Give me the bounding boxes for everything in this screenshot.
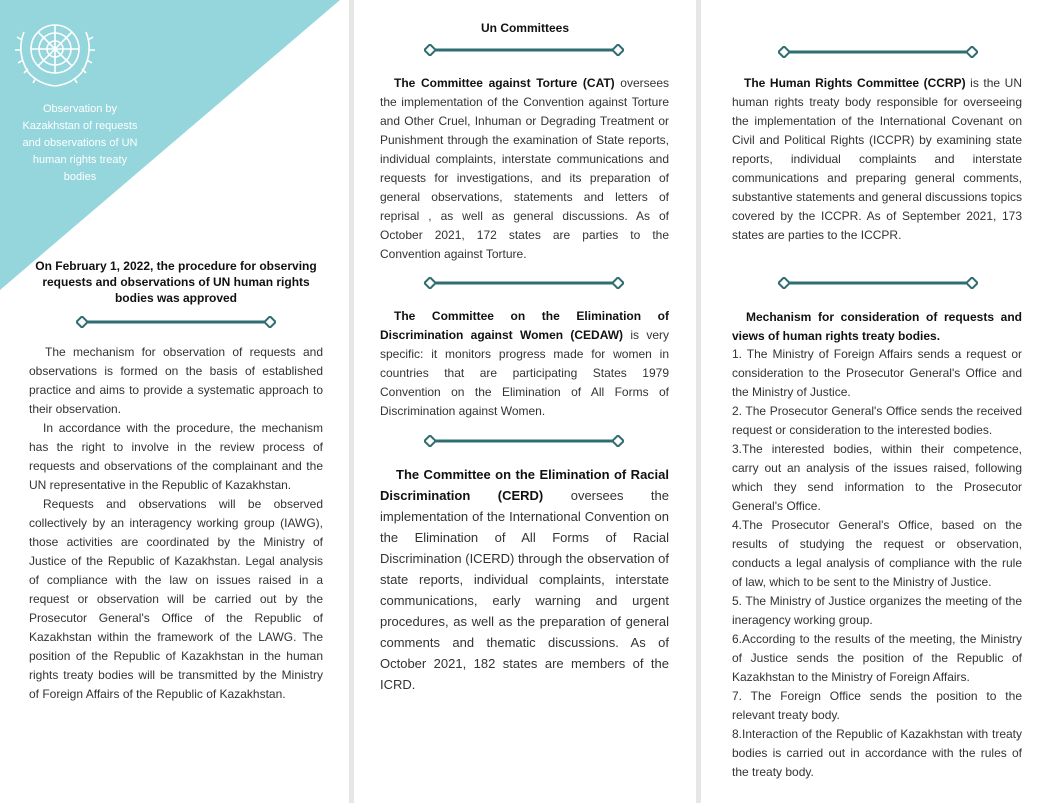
procedure-heading: On February 1, 2022, the procedure for observing requests and observations of UN human rights bodies was approved xyxy=(35,259,317,305)
ccrp-paragraph xyxy=(732,74,1022,245)
cedaw-name: The Committee on the Elimination of Discrimination against Women (CEDAW) xyxy=(380,309,669,342)
list-item: 3.The interested bodies, within their competence, carry out an analysis of the issues raised, following which they send information to the Prosecutor General's Office. xyxy=(732,442,1022,513)
ccrp-text: is the UN human rights treaty body responsible for overseeing the implementation of the International Covenant on Civil and Political Rights (ICCPR) by examining state reports, individual complaints and interstate communications and preparing general comments, substantive statements and general discussions topics covered by the ICCPR. As of September 2021, 173 states are parties to the ICCPR. xyxy=(732,76,1022,242)
paragraph: In accordance with the procedure, the mechanism has the right to involve in the review process of requests and observations of the complainant and the UN representative in the Republic of Kazakhstan. xyxy=(29,421,323,492)
divider xyxy=(424,277,624,289)
mechanism-steps xyxy=(732,345,1022,782)
list-item: 7. The Foreign Office sends the position to the relevant treaty body. xyxy=(732,689,1022,722)
divider xyxy=(424,44,624,56)
corner-caption: Observation by Kazakhstan of requests and observations of UN human rights treaty bodies xyxy=(22,103,138,183)
un-emblem-icon xyxy=(10,12,100,92)
left-panel xyxy=(0,0,349,803)
divider xyxy=(76,316,276,328)
committees-title: Un Committees xyxy=(480,21,569,35)
cat-paragraph xyxy=(380,74,669,264)
paragraph: Requests and observations will be observed collectively by an interagency working group (IAWG), those activities are coordinated by the Ministry of Justice of the Republic of Kazakhstan. Legal analysis of compliance with the law on issues raised in a request or observation will be carried out by the Prosecutor General's Office of the Republic of Kazakhstan within the framework of the LAWG. The position of the Republic of Kazakhstan in the human rights treaty bodies will be transmitted by the Ministry of Foreign Affairs of the Republic of Kazakhstan. xyxy=(29,497,323,701)
list-item: 8.Interaction of the Republic of Kazakhstan with treaty bodies is carried out in accordance with the rules of the treaty body. xyxy=(732,727,1022,779)
cat-text: oversees the implementation of the Convention against Torture and Other Cruel, Inhuman or Degrading Treatment or Punishment through the examination of State reports, individual complaints, interstate communications and requests for investigations, and its preparation of general observations, statements and letters of reprisal , as well as general discussions. As of October 2021, 172 states are parties to the Convention against Torture. xyxy=(380,76,669,261)
right-panel xyxy=(701,0,1047,803)
cedaw-text: is very specific: it monitors progress made for women in countries that are participating States 1979 Convention on the Elimination of All Forms of Discrimination against Women. xyxy=(380,328,669,418)
cat-name: The Committee against Torture (CAT) xyxy=(394,76,615,90)
list-item: 6.According to the results of the meeting, the Ministry of Justice sends the position of the Republic of Kazakhstan to the Ministry of Foreign Affairs. xyxy=(732,632,1022,684)
list-item: 4.The Prosecutor General's Office, based on the results of studying the request or observation, conducts a legal analysis of compliance with the rule of law, which to be sent to the Ministry of Justice. xyxy=(732,518,1022,589)
divider xyxy=(424,435,624,447)
cedaw-paragraph xyxy=(380,307,669,421)
list-item: 2. The Prosecutor General's Office sends the received request or consideration to the interested bodies. xyxy=(732,404,1022,437)
middle-panel xyxy=(354,0,696,803)
list-item: 1. The Ministry of Foreign Affairs sends a request or consideration to the Prosecutor General's Office and the Ministry of Justice. xyxy=(732,347,1022,399)
cerd-name: The Committee on the Elimination of Racial Discrimination (CERD) xyxy=(380,467,669,503)
cerd-text: oversees the implementation of the International Convention on the Elimination of All Forms of Racial Discrimination (ICERD) through the observation of state reports, individual complaints, interstate communications, early warning and urgent procedures, as well as the preparation of general comments and thematic discussions. As of October 2021, 182 states are members of the ICRD. xyxy=(380,488,670,692)
mechanism-heading: Mechanism for consideration of requests and views of human rights treaty bodies. xyxy=(732,310,1022,343)
list-item: 5. The Ministry of Justice organizes the meeting of the ineragency working group. xyxy=(732,594,1022,627)
divider xyxy=(778,46,978,58)
ccrp-name: The Human Rights Committee (CCRP) xyxy=(744,76,966,90)
paragraph: The mechanism for observation of requests and observations is formed on the basis of established practice and aims to provide a systematic approach to their observation. xyxy=(29,345,323,416)
procedure-body xyxy=(29,343,323,704)
divider xyxy=(778,277,978,289)
cerd-paragraph xyxy=(380,464,669,695)
